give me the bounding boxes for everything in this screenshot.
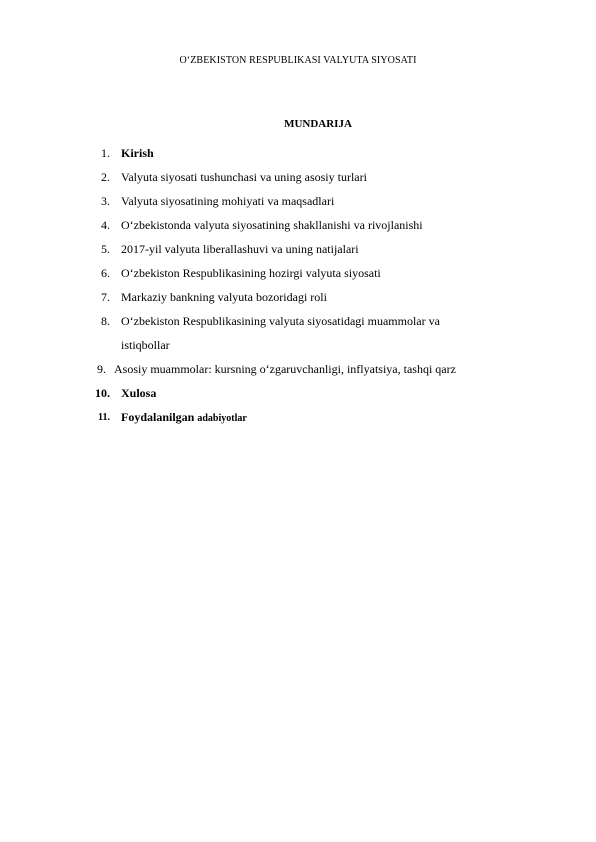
toc-item-number: 7. xyxy=(101,290,110,304)
toc-item-number: 6. xyxy=(101,266,110,280)
toc-item-number: 8. xyxy=(101,314,110,328)
toc-item-number: 3. xyxy=(101,194,110,208)
toc-item-text: Xulosa xyxy=(121,386,157,400)
toc-item-number: 1. xyxy=(101,146,110,160)
toc-item-text: Kirish xyxy=(121,146,154,160)
toc-item-text: Asosiy muammolar: kursning o‘zgaruvchanligi, inflyatsiya, tashqi qarz xyxy=(114,362,456,376)
toc-item-number: 4. xyxy=(101,218,110,232)
toc-item-number: 10. xyxy=(95,386,110,400)
document-title: O‘ZBEKISTON RESPUBLIKASI VALYUTA SIYOSATI xyxy=(179,55,417,66)
toc-item-text xyxy=(121,410,247,425)
toc-heading: MUNDARIJA xyxy=(284,118,352,130)
toc-item-number: 9. xyxy=(97,362,106,376)
toc-item-text: Markaziy bankning valyuta bozoridagi roli xyxy=(121,290,327,304)
toc-item-number: 2. xyxy=(101,170,110,184)
toc-item-text: O‘zbekiston Respublikasining hozirgi valyuta siyosati xyxy=(121,266,381,280)
toc-item-text: O‘zbekiston Respublikasining valyuta siyosatidagi muammolar va xyxy=(121,314,440,328)
toc-item-number: 5. xyxy=(101,242,110,256)
toc-item-text-continuation: istiqbollar xyxy=(121,338,170,352)
toc-item-text-small: adabiyotlar xyxy=(197,413,247,424)
toc-item-text: O‘zbekistonda valyuta siyosatining shakllanishi va rivojlanishi xyxy=(121,218,423,232)
toc-item-number: 11. xyxy=(98,412,110,423)
toc-item-text: Valyuta siyosati tushunchasi va uning asosiy turlari xyxy=(121,170,367,184)
toc-item-text: Valyuta siyosatining mohiyati va maqsadlari xyxy=(121,194,335,208)
toc-item-text-main: Foydalanilgan xyxy=(121,410,195,424)
toc-item-text: 2017-yil valyuta liberallashuvi va uning natijalari xyxy=(121,242,359,256)
